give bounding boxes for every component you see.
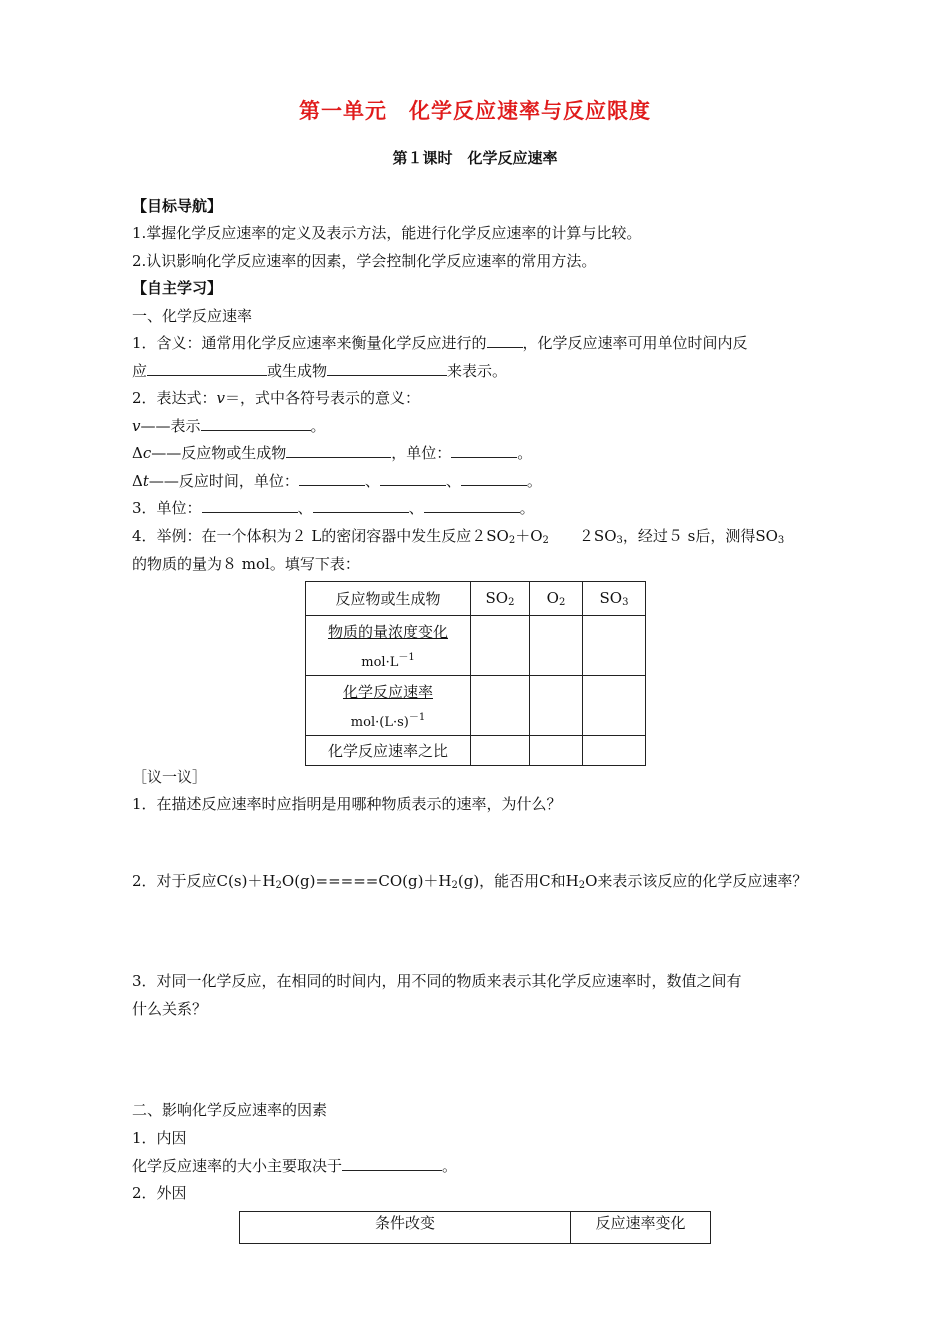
table-header-cell: 反应速率变化 (571, 1212, 711, 1244)
lesson-subtitle: 第１课时 化学反应速率 (392, 149, 558, 167)
internal-factor-title: 1．内因 (132, 1129, 187, 1147)
table-header-cell: $SO_3$ (583, 582, 646, 616)
table-cell[interactable] (530, 676, 583, 736)
table-row-label: 化学反应速率之比 (306, 736, 471, 766)
unit-line: 3．单位： 、 、 。 (132, 499, 535, 517)
example-line-2: 的物质的量为８ mol。填写下表： (132, 555, 360, 573)
definition-line-2: 应 或生成物 来表示。 (132, 362, 508, 380)
table-header-cell: $SO_2$ (471, 582, 530, 616)
table-header-cell: 条件改变 (240, 1212, 571, 1244)
blank[interactable] (202, 498, 298, 513)
blank[interactable] (461, 471, 527, 486)
page-title: 第一单元 化学反应速率与反应限度 (299, 99, 651, 123)
rate-table (305, 581, 646, 766)
discuss-question-2: 2．对于反应$C(s)+H_2O(g)=====CO(g)+H_2(g)$，能否用C和$H_2O$来表示该反应的化学反应速率？ (132, 872, 808, 891)
self-study-heading: 【自主学习】 (132, 279, 223, 297)
discuss-question-3-line-1: 3．对同一化学反应，在相同的时间内，用不同的物质来表示其化学反应速率时，数值之间有 (132, 972, 742, 990)
table-header-cell: $O_2$ (530, 582, 583, 616)
condition-table (239, 1211, 711, 1244)
internal-factor-line: 化学反应速率的大小主要取决于 。 (132, 1157, 458, 1175)
dc-meaning-line: Δc——反应物或生成物 ，单位： 。 (132, 444, 533, 462)
goals-heading: 【目标导航】 (132, 197, 223, 215)
table-cell[interactable] (471, 736, 530, 766)
table-header-cell: 反应物或生成物 (306, 582, 471, 616)
v-meaning-line: v——表示 。 (132, 417, 326, 435)
example-line-1: 4．举例：在一个体积为２ L的密闭容器中发生反应$2SO_2+O_2$ $2SO_3$，经过５ s后，测得$SO_3$ (132, 527, 785, 546)
external-factor-title: 2．外因 (132, 1184, 187, 1202)
table-cell[interactable] (583, 676, 646, 736)
definition-line-1: 1．含义：通常用化学反应速率来衡量化学反应进行的 ，化学反应速率可用单位时间内反 (132, 334, 748, 352)
blank[interactable] (313, 498, 409, 513)
section-2-title: 二、影响化学反应速率的因素 (132, 1101, 328, 1119)
blank[interactable] (147, 361, 267, 376)
table-cell[interactable] (530, 736, 583, 766)
table-cell[interactable] (583, 616, 646, 676)
blank[interactable] (286, 443, 391, 458)
discuss-question-3-line-2: 什么关系？ (132, 1000, 208, 1018)
blank[interactable] (424, 498, 520, 513)
table-cell[interactable] (471, 676, 530, 736)
table-cell[interactable] (583, 736, 646, 766)
dt-meaning-line: Δt——反应时间，单位： 、 、 。 (132, 472, 542, 490)
blank[interactable] (487, 333, 523, 348)
discuss-heading: ［议一议］ (132, 768, 208, 786)
table-row-label: 物质的量浓度变化 $mol\cdot L^{-1}$ (306, 616, 471, 676)
goal-item-2: 2.认识影响化学反应速率的因素，学会控制化学反应速率的常用方法。 (132, 252, 597, 270)
blank[interactable] (380, 471, 446, 486)
discuss-question-1: 1．在描述反应速率时应指明是用哪种物质表示的速率，为什么？ (132, 795, 562, 813)
table-row-label: 化学反应速率 $mol\cdot(L\cdot s)^{-1}$ (306, 676, 471, 736)
blank[interactable] (342, 1156, 442, 1171)
blank[interactable] (327, 361, 447, 376)
table-cell[interactable] (471, 616, 530, 676)
section-1-title: 一、化学反应速率 (132, 307, 253, 325)
blank[interactable] (299, 471, 365, 486)
expression-line: 2．表达式：v＝，式中各符号表示的意义： (132, 389, 421, 407)
goal-item-1: 1.掌握化学反应速率的定义及表示方法，能进行化学反应速率的计算与比较。 (132, 224, 642, 242)
blank[interactable] (451, 443, 517, 458)
blank[interactable] (201, 416, 311, 431)
table-cell[interactable] (530, 616, 583, 676)
